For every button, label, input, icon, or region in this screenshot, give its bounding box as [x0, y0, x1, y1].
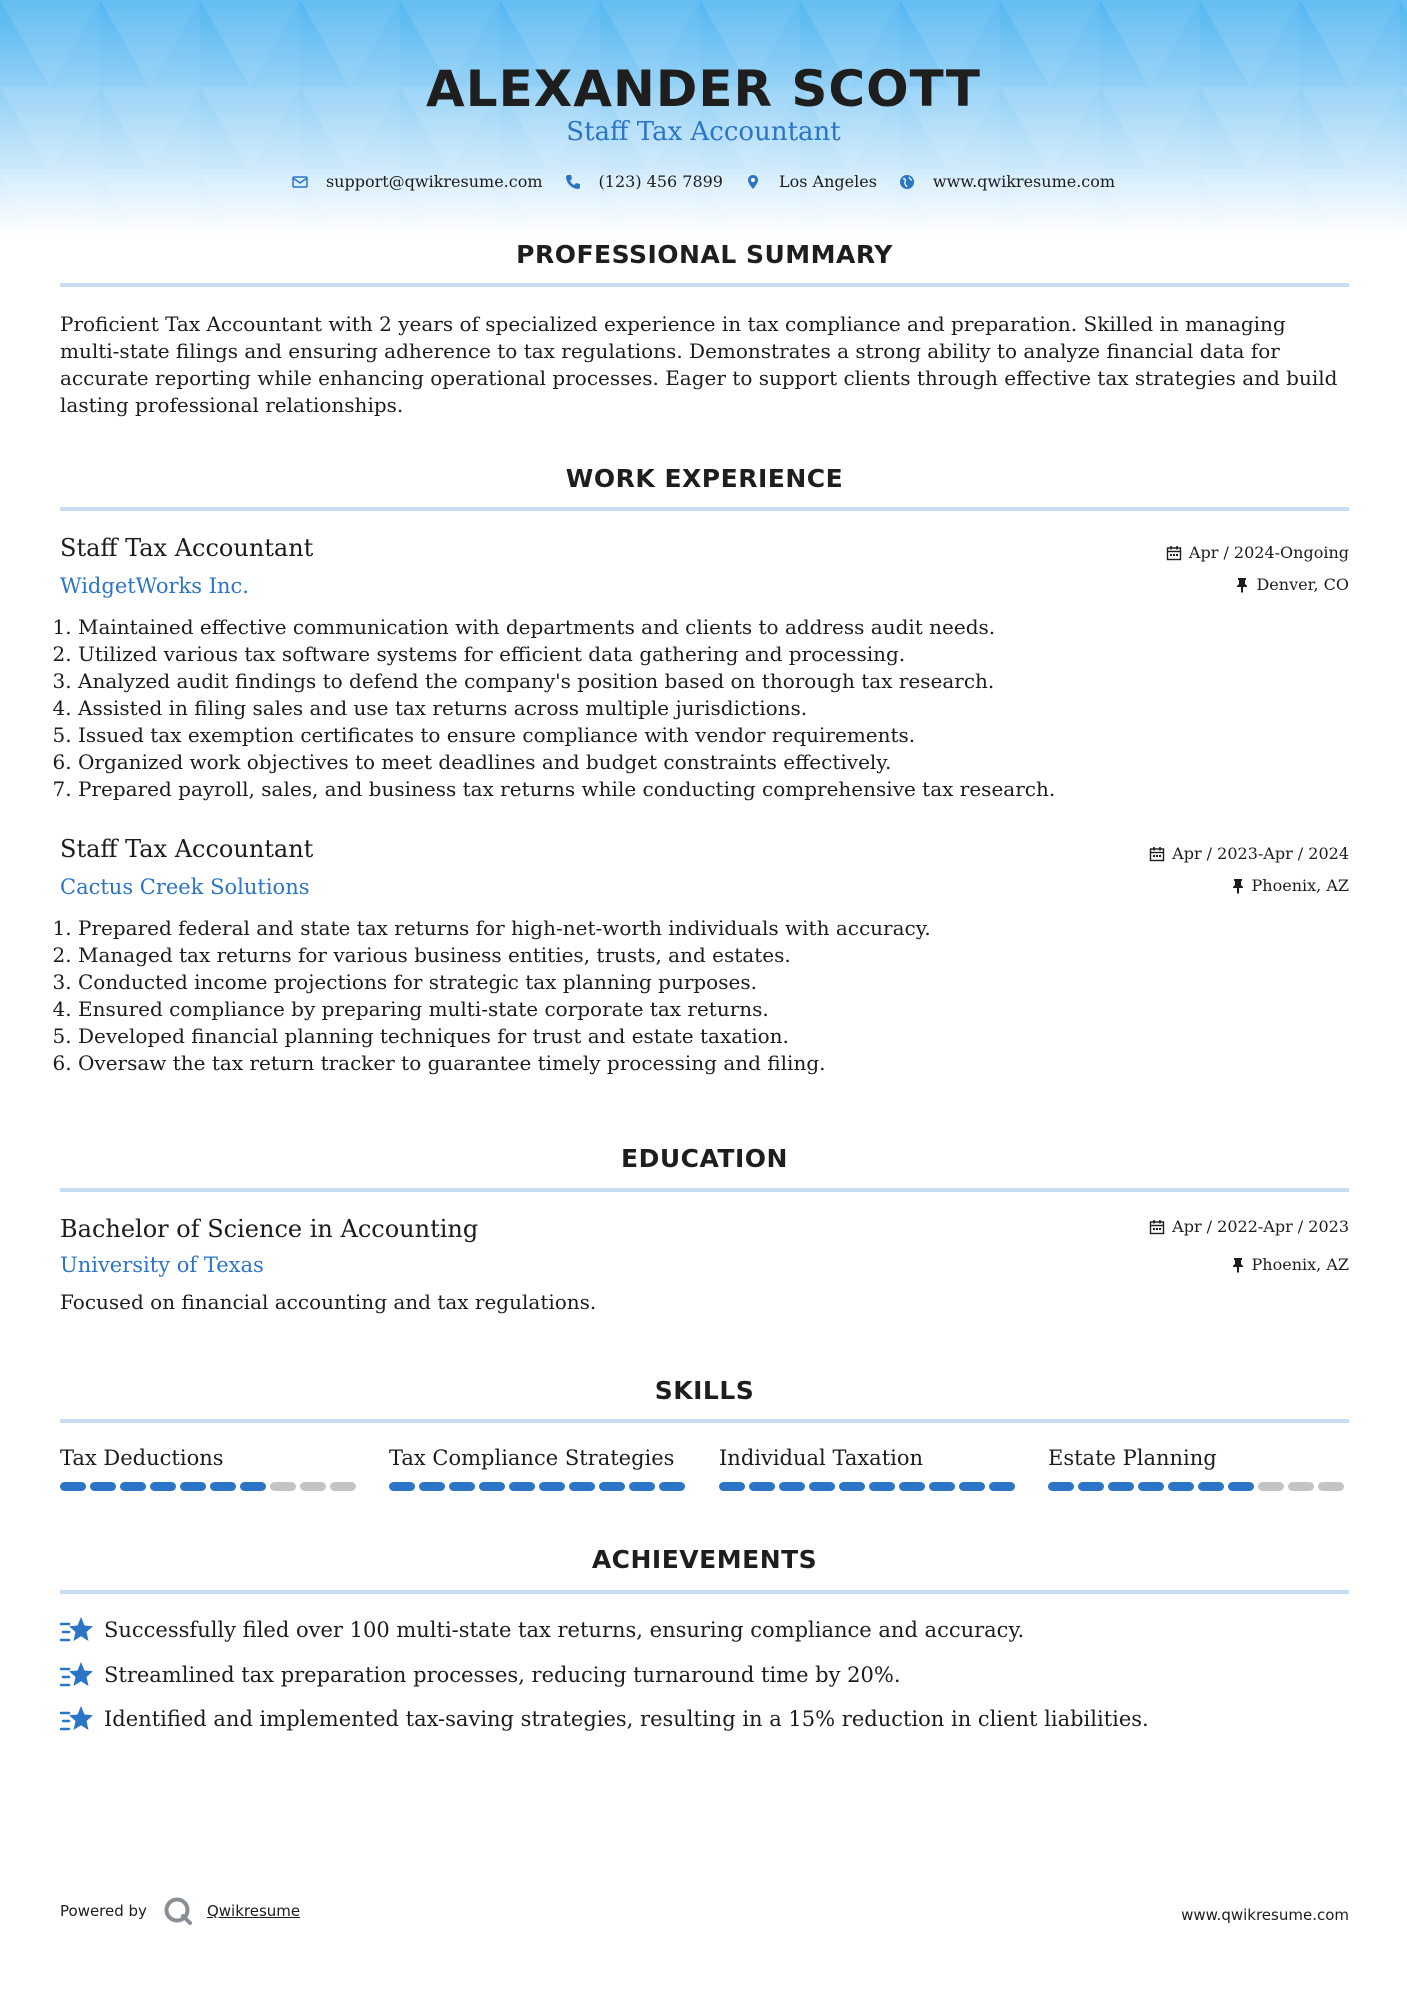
globe-icon: [899, 174, 915, 190]
skill-item: [1048, 1446, 1348, 1491]
skill-segment-filled: [419, 1482, 445, 1491]
skill-segment-filled: [959, 1482, 985, 1491]
list-item: 4. Assisted in filing sales and use tax returns across multiple jurisdictions.: [78, 695, 1358, 722]
skill-segment-filled: [899, 1482, 925, 1491]
skill-segment-filled: [1048, 1482, 1074, 1491]
job-dates: [1149, 844, 1349, 863]
job-duties-list: [60, 915, 1358, 1077]
skill-segment-empty: [1288, 1482, 1314, 1491]
skill-segment-empty: [270, 1482, 296, 1491]
list-item: 7. Prepared payroll, sales, and business tax returns while conducting comprehensive tax research.: [78, 776, 1358, 803]
skill-segment-filled: [599, 1482, 625, 1491]
contact-phone[interactable]: [565, 172, 723, 191]
job-location-text: Denver, CO: [1256, 575, 1349, 594]
pushpin-icon: [1235, 577, 1249, 593]
skill-name: Tax Compliance Strategies: [389, 1446, 675, 1470]
achievements-heading: ACHIEVEMENTS: [591, 1545, 818, 1574]
phone-icon: [565, 174, 581, 190]
job-title: Staff Tax Accountant: [60, 835, 314, 863]
achievement-item: [60, 1660, 901, 1690]
skill-segment-filled: [869, 1482, 895, 1491]
list-item: 2. Utilized various tax software systems for efficient data gathering and processing.: [78, 641, 1358, 668]
skill-segment-filled: [569, 1482, 595, 1491]
skill-level-bar: [389, 1482, 689, 1491]
map-pin-icon: [745, 174, 761, 190]
skill-segment-filled: [629, 1482, 655, 1491]
contact-website-text: www.qwikresume.com: [932, 172, 1116, 191]
skill-segment-filled: [240, 1482, 266, 1491]
contact-location-text: Los Angeles: [778, 172, 877, 191]
education-dates-text: Apr / 2022-Apr / 2023: [1172, 1217, 1349, 1236]
list-item: 1. Maintained effective communication with departments and clients to address audit needs.: [78, 614, 1358, 641]
achievement-text: Identified and implemented tax-saving strategies, resulting in a 15% reduction in client liabilities.: [104, 1707, 1149, 1731]
skill-item: [719, 1446, 1019, 1491]
skill-segment-filled: [1108, 1482, 1134, 1491]
job-title: Staff Tax Accountant: [60, 534, 314, 562]
education-location: [1231, 1255, 1349, 1274]
skill-segment-filled: [779, 1482, 805, 1491]
skill-segment-filled: [120, 1482, 146, 1491]
contact-email[interactable]: [292, 172, 543, 191]
calendar-icon: [1149, 846, 1165, 862]
skill-segment-filled: [1198, 1482, 1224, 1491]
skill-name: Individual Taxation: [719, 1446, 924, 1470]
skill-segment-filled: [150, 1482, 176, 1491]
job-location: [1231, 876, 1349, 895]
footer-powered-by: [60, 1896, 300, 1926]
skill-segment-filled: [1078, 1482, 1104, 1491]
skill-item: [389, 1446, 689, 1491]
skill-segment-filled: [90, 1482, 116, 1491]
skill-segment-filled: [449, 1482, 475, 1491]
skill-segment-filled: [389, 1482, 415, 1491]
skill-segment-filled: [1228, 1482, 1254, 1491]
contact-website[interactable]: [899, 172, 1115, 191]
pushpin-icon: [1231, 878, 1245, 894]
contact-bar: [0, 172, 1407, 191]
skill-segment-filled: [60, 1482, 86, 1491]
skill-level-bar: [1048, 1482, 1348, 1491]
school-name: University of Texas: [60, 1253, 264, 1277]
job-dates-text: Apr / 2023-Apr / 2024: [1172, 844, 1349, 863]
achievement-item: [60, 1615, 1024, 1645]
qwikresume-logo-icon: [163, 1896, 193, 1926]
envelope-icon: [292, 174, 308, 190]
skill-segment-filled: [479, 1482, 505, 1491]
skill-segment-empty: [300, 1482, 326, 1491]
skill-segment-filled: [1168, 1482, 1194, 1491]
achievement-item: [60, 1704, 1149, 1734]
star-icon: [60, 1660, 94, 1690]
pushpin-icon: [1231, 1257, 1245, 1273]
skill-segment-filled: [929, 1482, 955, 1491]
skill-segment-empty: [1318, 1482, 1344, 1491]
skill-segment-filled: [989, 1482, 1015, 1491]
skills-heading: SKILLS: [654, 1376, 755, 1405]
skill-segment-empty: [1258, 1482, 1284, 1491]
summary-divider: [60, 283, 1349, 287]
candidate-role: Staff Tax Accountant: [566, 117, 841, 147]
list-item: 2. Managed tax returns for various business entities, trusts, and estates.: [78, 942, 1358, 969]
skill-name: Estate Planning: [1048, 1446, 1217, 1470]
skills-divider: [60, 1419, 1349, 1423]
contact-email-text: support@qwikresume.com: [325, 172, 543, 191]
calendar-icon: [1166, 545, 1182, 561]
job-location: [1235, 575, 1349, 594]
list-item: 1. Prepared federal and state tax returns for high-net-worth individuals with accuracy.: [78, 915, 1358, 942]
education-divider: [60, 1188, 1349, 1192]
skill-segment-filled: [1138, 1482, 1164, 1491]
achievements-divider: [60, 1590, 1349, 1594]
footer-website[interactable]: www.qwikresume.com: [1181, 1906, 1349, 1924]
list-item: 5. Issued tax exemption certificates to ensure compliance with vendor requirements.: [78, 722, 1358, 749]
skill-segment-filled: [839, 1482, 865, 1491]
skill-segment-filled: [180, 1482, 206, 1491]
job-company: WidgetWorks Inc.: [60, 574, 249, 598]
skill-segment-filled: [539, 1482, 565, 1491]
skill-segment-filled: [210, 1482, 236, 1491]
contact-location: [745, 172, 877, 191]
skill-segment-empty: [330, 1482, 356, 1491]
star-icon: [60, 1615, 94, 1645]
contact-phone-text: (123) 456 7899: [598, 172, 723, 191]
summary-heading: PROFESSIONAL SUMMARY: [516, 240, 893, 269]
skill-segment-filled: [659, 1482, 685, 1491]
experience-divider: [60, 507, 1349, 511]
powered-by-label: Powered by: [60, 1902, 147, 1920]
achievement-text: Successfully filed over 100 multi-state tax returns, ensuring compliance and accuracy.: [104, 1618, 1025, 1642]
skill-item: [60, 1446, 360, 1491]
skill-name: Tax Deductions: [60, 1446, 224, 1470]
skill-level-bar: [60, 1482, 360, 1491]
list-item: 6. Oversaw the tax return tracker to guarantee timely processing and filing.: [78, 1050, 1358, 1077]
education-dates: [1149, 1217, 1349, 1236]
education-description: Focused on financial accounting and tax regulations.: [60, 1290, 597, 1314]
job-dates-text: Apr / 2024-Ongoing: [1188, 543, 1349, 562]
skill-segment-filled: [509, 1482, 535, 1491]
summary-text: Proficient Tax Accountant with 2 years of specialized experience in tax compliance and preparation. Skilled in managing multi-state filings and ensuring adherence to tax regulations. Demonstrates a strong ability to analyze financial data for accurate reporting while enhancing operational processes. Eager to support clients through effective tax strategies and build lasting professional relationships.: [60, 312, 1338, 417]
list-item: 6. Organized work objectives to meet deadlines and budget constraints effectively.: [78, 749, 1358, 776]
skill-segment-filled: [749, 1482, 775, 1491]
achievement-text: Streamlined tax preparation processes, reducing turnaround time by 20%.: [104, 1663, 901, 1687]
education-location-text: Phoenix, AZ: [1251, 1255, 1349, 1274]
list-item: 3. Conducted income projections for strategic tax planning purposes.: [78, 969, 1358, 996]
job-duties-list: [60, 614, 1358, 803]
list-item: 4. Ensured compliance by preparing multi-state corporate tax returns.: [78, 996, 1358, 1023]
skill-segment-filled: [719, 1482, 745, 1491]
experience-heading: WORK EXPERIENCE: [565, 464, 844, 493]
candidate-name: ALEXANDER SCOTT: [426, 60, 981, 118]
job-dates: [1166, 543, 1349, 562]
list-item: 5. Developed financial planning techniques for trust and estate taxation.: [78, 1023, 1358, 1050]
skill-level-bar: [719, 1482, 1019, 1491]
job-location-text: Phoenix, AZ: [1251, 876, 1349, 895]
brand-link[interactable]: Qwikresume: [206, 1902, 301, 1920]
star-icon: [60, 1704, 94, 1734]
job-company: Cactus Creek Solutions: [60, 875, 310, 899]
calendar-icon: [1149, 1219, 1165, 1235]
list-item: 3. Analyzed audit findings to defend the company's position based on thorough tax research.: [78, 668, 1358, 695]
skill-segment-filled: [809, 1482, 835, 1491]
degree-title: Bachelor of Science in Accounting: [60, 1215, 479, 1243]
education-heading: EDUCATION: [621, 1144, 788, 1173]
